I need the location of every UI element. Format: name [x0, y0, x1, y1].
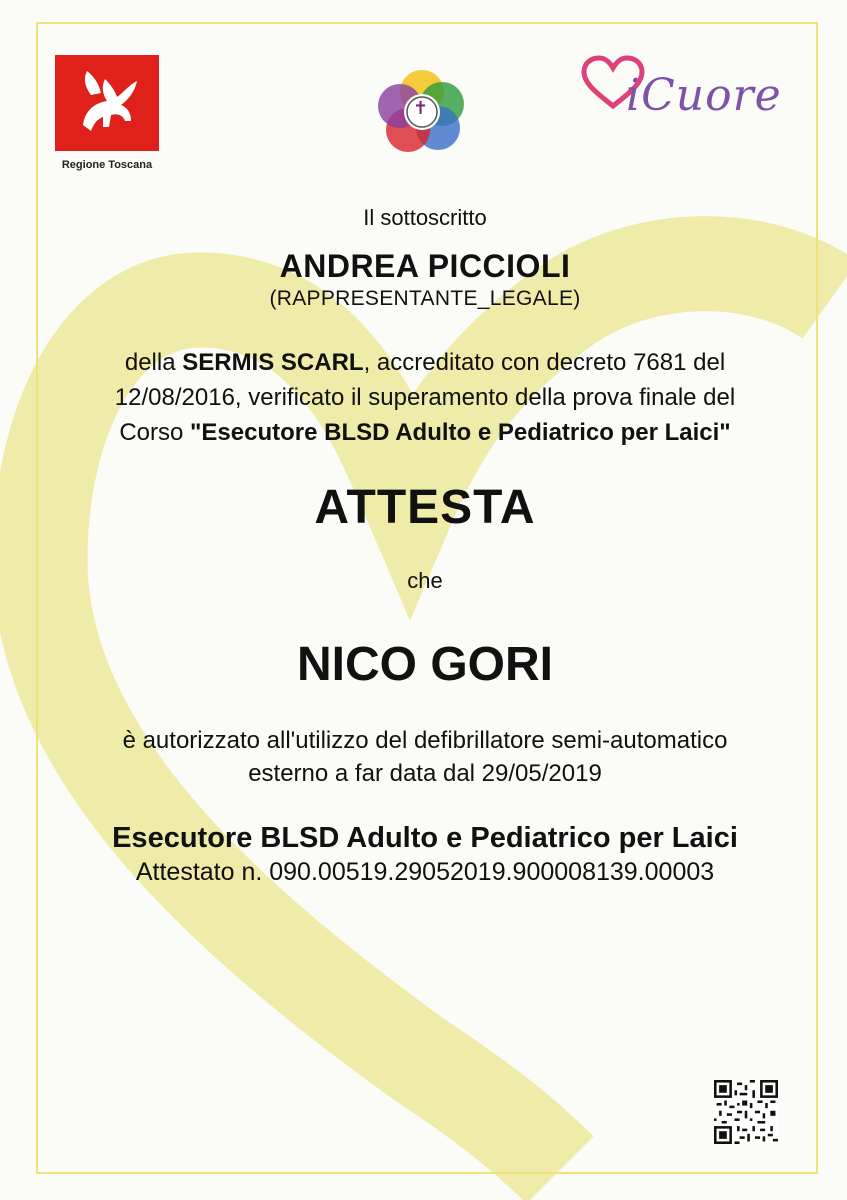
authorization-text: [40, 724, 810, 790]
icuore-logo: [578, 52, 798, 124]
para-line2: 12/08/2016, verificato il superamento della prova finale del: [114, 384, 736, 411]
para-prefix: della: [124, 349, 183, 376]
course-title: Esecutore BLSD Adulto e Pediatrico per Laici: [112, 822, 738, 854]
recipient-name: NICO GORI: [296, 638, 553, 691]
che-text: che: [407, 568, 443, 593]
flower-cross-icon: [372, 60, 472, 160]
auth-line1: è autorizzato all'utilizzo del defibrillatore semi-automatico: [122, 727, 728, 754]
para-text1: , accreditato con decreto 7681 del: [363, 349, 726, 376]
pegasus-icon: [55, 55, 159, 151]
intro-text: Il sottoscritto: [363, 205, 487, 230]
org-name: SERMIS SCARL: [182, 349, 364, 376]
signer-role: (RAPPRESENTANTE_LEGALE): [269, 287, 581, 310]
signer-name: ANDREA PICCIOLI: [279, 248, 571, 284]
para-prefix3: Corso: [119, 419, 191, 446]
qr-code-icon: [714, 1080, 778, 1144]
region-logo-label: Regione Toscana: [61, 159, 153, 171]
brand-logo-text: iCuore: [626, 70, 782, 121]
certificate-number: Attestato n. 090.00519.29052019.900008139.00003: [135, 858, 715, 886]
region-logo: [55, 55, 159, 177]
attesta-heading: ATTESTA: [314, 481, 536, 534]
certificate-border: [36, 22, 818, 1174]
course-quoted: "Esecutore BLSD Adulto e Pediatrico per Laici": [190, 419, 731, 446]
auth-line2: esterno a far data dal 29/05/2019: [248, 760, 602, 787]
center-logo-mark: ✝: [413, 98, 429, 119]
accreditation-paragraph: [40, 345, 810, 450]
